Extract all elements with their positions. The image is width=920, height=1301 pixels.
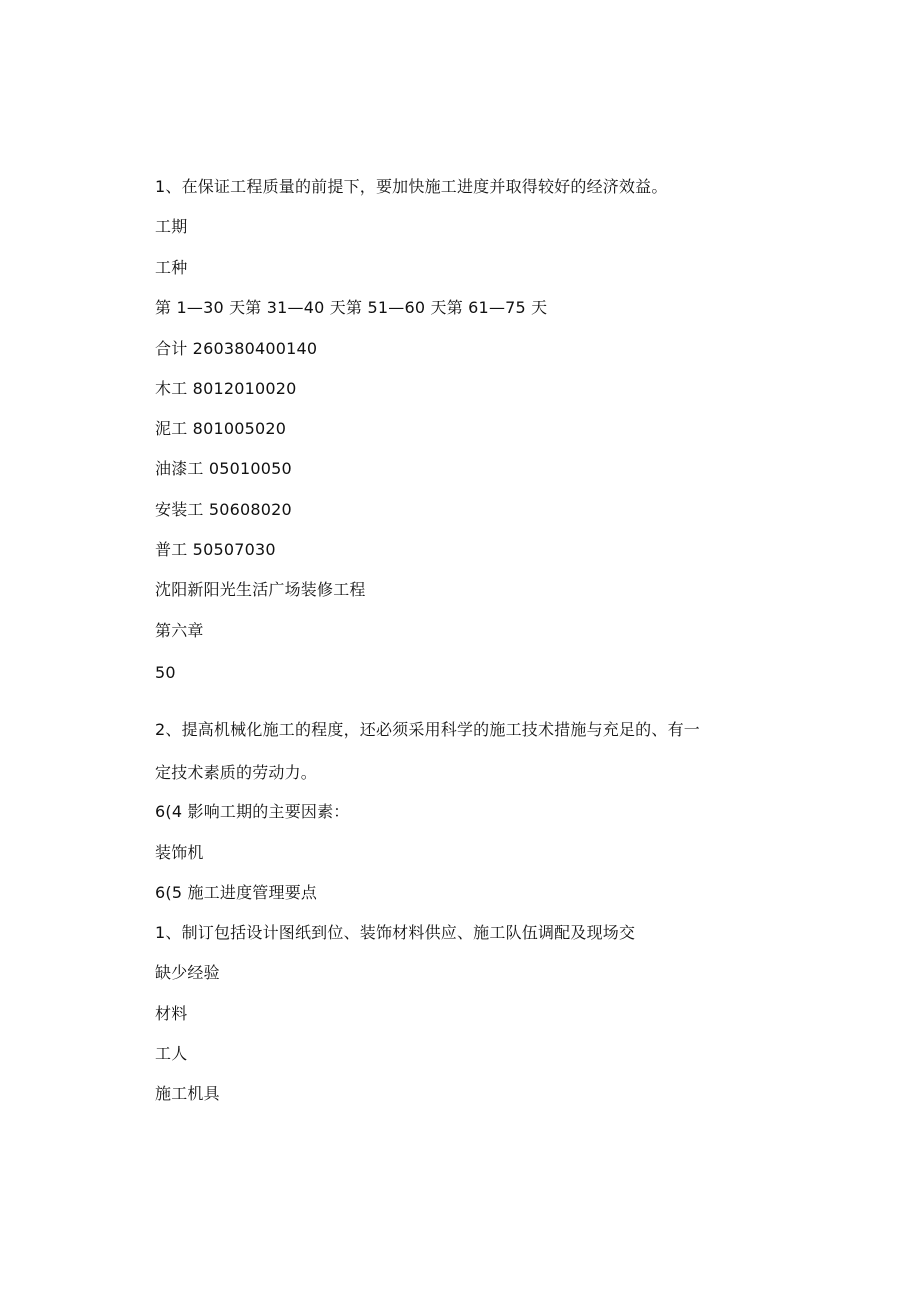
paragraph-goal-2: 2、提高机械化施工的程度，还必须采用科学的施工技术措施与充足的、有一 [155,720,700,739]
row-laborer: 普工 50507030 [155,540,276,559]
factor-workers: 工人 [155,1044,188,1063]
management-point-1: 1、制订包括设计图纸到位、装饰材料供应、施工队伍调配及现场交 [155,923,636,942]
project-name: 沈阳新阳光生活广场装修工程 [155,580,366,599]
row-mason: 泥工 801005020 [155,419,287,438]
paragraph-goal-1: 1、在保证工程质量的前提下，要加快施工进度并取得较好的经济效益。 [155,177,668,196]
paragraph-goal-2-cont: 定技术素质的劳动力。 [155,763,318,782]
row-total: 合计 260380400140 [155,339,318,358]
page-number: 50 [155,663,176,682]
factor-construction-tools: 施工机具 [155,1084,220,1103]
factor-materials: 材料 [155,1004,188,1023]
row-installer: 安装工 50608020 [155,500,292,519]
factor-lack-experience: 缺少经验 [155,963,220,982]
chapter-label: 第六章 [155,621,204,640]
factor-decoration-machine: 装饰机 [155,843,204,862]
section-heading-6-5: 6(5 施工进度管理要点 [155,883,318,902]
label-trade: 工种 [155,258,188,277]
section-heading-6-4: 6(4 影响工期的主要因素： [155,802,350,821]
row-painter: 油漆工 05010050 [155,459,292,478]
row-carpenter: 木工 8012010020 [155,379,297,398]
label-duration: 工期 [155,217,188,236]
schedule-periods: 第 1—30 天第 31—40 天第 51—60 天第 61—75 天 [155,298,548,317]
